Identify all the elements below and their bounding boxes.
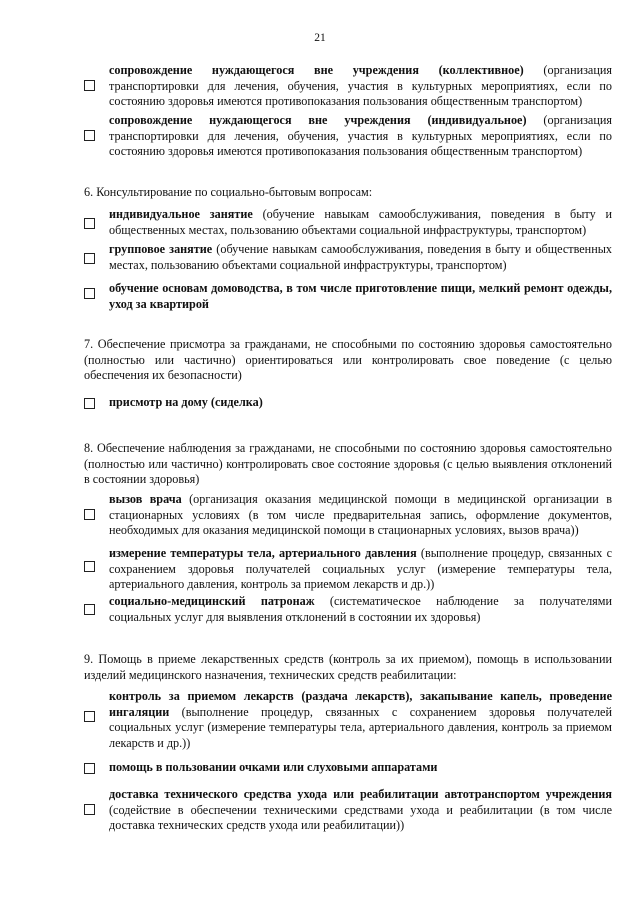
service-item-medication-control xyxy=(84,689,612,751)
service-text xyxy=(109,594,612,625)
service-name: вызов врача xyxy=(109,492,182,506)
service-text xyxy=(109,492,612,539)
service-checkbox[interactable] xyxy=(84,253,95,264)
service-item-doctor-call xyxy=(84,492,612,539)
section-heading-6: 6. Консультирование по социально-бытовым вопросам: xyxy=(84,185,373,199)
service-name: сопровождение нуждающегося вне учреждения (коллективное) xyxy=(109,63,524,77)
service-checkbox[interactable] xyxy=(84,711,95,722)
service-checkbox[interactable] xyxy=(84,288,95,299)
service-text xyxy=(109,395,612,411)
section-heading-8: 8. Обеспечение наблюдения за гражданами, не способными по состоянию здоровья самостоятельно (полностью или частично) контролировать свое состояние здоровья (с целью выявления отклонений в состоянии здоровья) xyxy=(84,441,612,486)
service-text xyxy=(109,760,612,776)
service-checkbox[interactable] xyxy=(84,398,95,409)
section-heading-9: 9. Помощь в приеме лекарственных средств (контроль за их приемом), помощь в использовании изделий медицинского назначения, технических средств реабилитации: xyxy=(84,652,612,682)
service-checkbox[interactable] xyxy=(84,561,95,572)
service-name: социально-медицинский патронаж xyxy=(109,594,315,608)
service-text xyxy=(109,281,612,312)
service-item-escort-collective xyxy=(84,63,612,110)
service-checkbox[interactable] xyxy=(84,80,95,91)
service-text xyxy=(109,207,612,238)
page-number: 21 xyxy=(314,32,326,44)
section-heading-7: 7. Обеспечение присмотра за гражданами, не способными по состоянию здоровья самостоятельно (полностью или частично) ориентироваться или контролировать свое поведение (с целью обеспечения их безопасности) xyxy=(84,337,612,382)
service-name: обучение основам домоводства, в том числе приготовление пищи, мелкий ремонт одежды, уход за квартирой xyxy=(109,281,612,311)
service-description: (организация оказания медицинской помощи в медицинской организации в стационарных условиях (в том числе предварительная запись, оформление документов, необходимых для оказания медицинской помощи в стационарных условиях, вызов врача)) xyxy=(109,492,612,537)
service-description: (систематическое наблюдение за получателями социальных услуг для выявления отклонений в состоянии их здоровья) xyxy=(109,594,612,624)
service-item-glasses-hearing xyxy=(84,760,612,776)
service-description: (организация транспортировки для лечения, обучения, участия в культурных мероприятиях, если по состоянию здоровья имеются противопоказания пользования общественным транспортом) xyxy=(109,113,612,158)
service-item-escort-individual xyxy=(84,113,612,160)
service-text xyxy=(109,63,612,110)
service-description: (обучение навыкам самообслуживания, поведения в быту и общественных местах, пользованию объектами социальной инфраструктуры, транспортом) xyxy=(109,242,613,272)
service-name: доставка технического средства ухода или реабилитации автотранспортом учреждения xyxy=(109,787,612,801)
service-name: сопровождение нуждающегося вне учреждения (индивидуальное) xyxy=(109,113,527,127)
service-checkbox[interactable] xyxy=(84,509,95,520)
service-name: измерение температуры тела, артериального давления xyxy=(109,546,417,560)
service-text xyxy=(109,113,612,160)
service-item-housekeeping xyxy=(84,281,612,312)
service-name: групповое занятие xyxy=(109,242,213,256)
service-checkbox[interactable] xyxy=(84,218,95,229)
service-item-group-lesson xyxy=(84,242,612,273)
service-item-home-care xyxy=(84,395,612,411)
service-item-temperature-pressure xyxy=(84,546,612,593)
service-name: индивидуальное занятие xyxy=(109,207,253,221)
service-item-individual-lesson xyxy=(84,207,612,238)
service-text xyxy=(109,546,612,593)
service-text xyxy=(109,689,612,751)
service-text xyxy=(109,242,612,273)
service-name: присмотр на дому (сиделка) xyxy=(109,395,263,409)
service-description: (выполнение процедур, связанных с сохранением здоровья получателей социальных услуг (измерение температуры тела, артериального давления, контроль за приемом лекарств и др.)) xyxy=(109,704,612,750)
service-checkbox[interactable] xyxy=(84,804,95,815)
service-name: контроль за приемом лекарств (раздача лекарств), закапывание капель, проведение ингаляции xyxy=(109,689,612,719)
service-name: помощь в пользовании очками или слуховыми аппаратами xyxy=(109,760,438,774)
service-item-patronage xyxy=(84,594,612,625)
service-description: (организация транспортировки для лечения, обучения, участия в культурных мероприятиях, если по состоянию здоровья имеются противопоказания пользования общественным транспортом) xyxy=(109,63,612,108)
service-checkbox[interactable] xyxy=(84,763,95,774)
service-description: (обучение навыкам самообслуживания, поведения в быту и общественных местах, пользованию объектами социальной инфраструктуры, транспортом) xyxy=(109,207,613,237)
service-description: (выполнение процедур, связанных с сохранением здоровья получателей социальных услуг (измерение температуры тела, артериального давления, контроль за приемом лекарств и др.)) xyxy=(109,546,612,591)
service-item-tech-delivery xyxy=(84,787,612,834)
service-checkbox[interactable] xyxy=(84,130,95,141)
service-checkbox[interactable] xyxy=(84,604,95,615)
service-description: (содействие в обеспечении техническими средствами ухода и реабилитации (в том числе доставка технических средств ухода или реабилитации)) xyxy=(109,802,612,832)
service-text xyxy=(109,787,612,834)
